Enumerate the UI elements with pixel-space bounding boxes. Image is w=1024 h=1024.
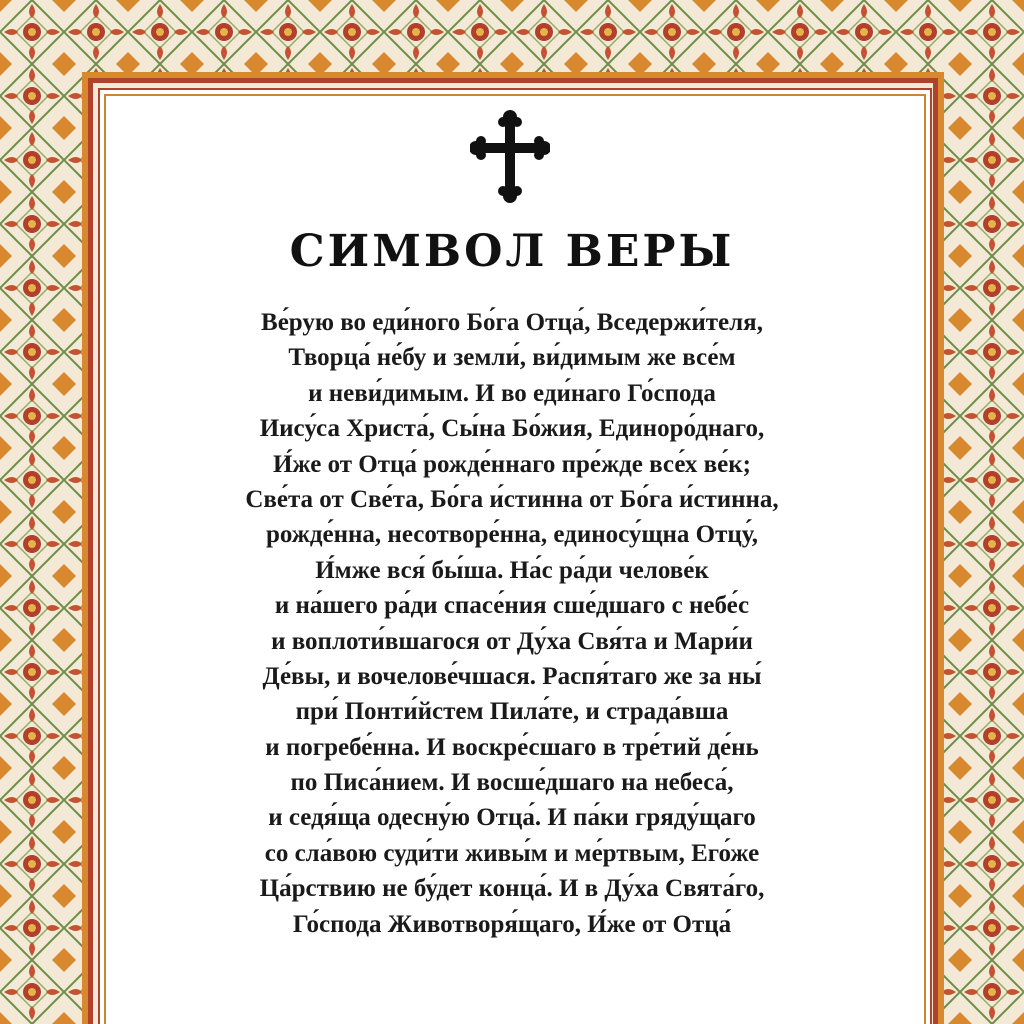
prayer-line: Иису́са Христа́, Сы́на Бо́жия, Единоро́днаго, [259, 415, 765, 443]
prayer-title: СИМВОЛ ВЕРЫ [289, 226, 735, 277]
prayer-line: и воплоти́вшагося от Ду́ха Свя́та и Мари́и [271, 627, 753, 655]
prayer-line: И́мже вся́ бы́ша. На́с ра́ди челове́к [315, 556, 709, 584]
prayer-line: Го́спода Животворя́щаго, И́же от Отца́ [292, 910, 732, 938]
prayer-line: Де́вы, и вочелове́чшася. Распя́таго же за ны́ [262, 662, 762, 690]
prayer-line: и на́шего ра́ди спасе́ния сше́дшаго с небе́с [274, 592, 750, 620]
prayer-line: при́ Понти́йстем Пила́те, и страда́вша [295, 698, 729, 726]
prayer-text [130, 305, 894, 942]
prayer-line: Све́та от Све́та, Бо́га и́стинна от Бо́га и́стинна, [245, 485, 779, 513]
orthodox-trefoil-cross-icon [470, 108, 550, 204]
prayer-line: по Писа́нием. И восше́дшаго на небеса́, [290, 769, 734, 797]
prayer-line: и седя́ща одесну́ю Отца́. И па́ки гряду́щаго [268, 804, 756, 832]
prayer-line: Творца́ не́бу и земли́, ви́димым же все́м [288, 344, 736, 372]
prayer-line: со сла́вою суди́ти живы́м и ме́ртвым, Его́же [264, 839, 760, 867]
prayer-line: и погребе́нна. И воскре́сшаго в тре́тий де́нь [265, 733, 759, 761]
prayer-line: Ца́рствию не бу́дет конца́. И в Ду́ха Свята́го, [259, 875, 765, 903]
prayer-line: Ве́рую во еди́ного Бо́га Отца́, Вседержи́теля, [261, 309, 763, 336]
prayer-line: рожде́нна, несотворе́нна, единосу́щна Отцу́, [265, 521, 759, 549]
prayer-line: И́же от Отца́ рожде́ннаго пре́жде все́х ве́к; [272, 450, 751, 478]
prayer-line: и неви́димым. И во еди́наго Го́спода [308, 379, 716, 407]
